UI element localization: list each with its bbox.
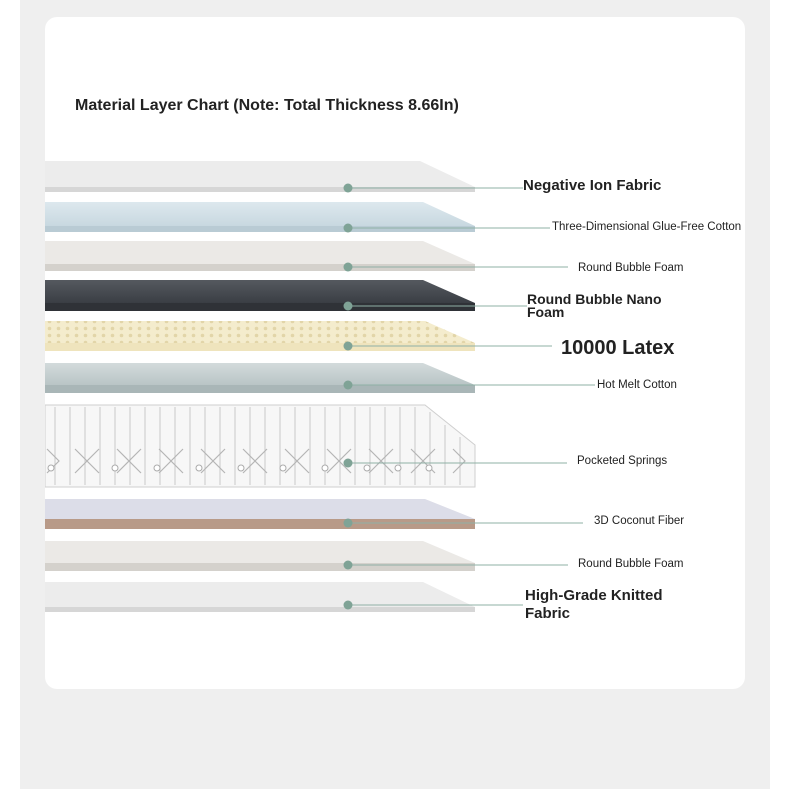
layer-label-round-bubble-foam-top: Round Bubble Foam (578, 262, 684, 274)
layer-negative-ion-fabric (45, 161, 475, 192)
layer-coconut-fiber (45, 499, 475, 529)
layer-label-3d-cotton: Three-Dimensional Glue-Free Cotton (552, 221, 742, 233)
layer-label-round-bubble-foam-bottom: Round Bubble Foam (578, 558, 684, 570)
layer-hot-melt-cotton (45, 363, 475, 393)
layer-round-bubble-foam-bottom (45, 541, 475, 571)
layer-label-latex: 10000 Latex (561, 337, 675, 359)
layer-chart-card (45, 17, 745, 689)
layer-label-coconut-fiber: 3D Coconut Fiber (594, 515, 685, 527)
layer-label-nano-foam: Round Bubble Nano Foam (527, 291, 662, 320)
layer-label-pocketed-springs: Pocketed Springs (577, 455, 668, 467)
layer-label-knitted-fabric: High-Grade Knitted Fabric (525, 587, 663, 622)
layer-label-negative-ion-fabric: Negative Ion Fabric (523, 177, 662, 194)
layer-pocketed-springs (45, 405, 475, 487)
layer-label-hot-melt-cotton: Hot Melt Cotton (597, 379, 677, 391)
chart-title: Material Layer Chart (Note: Total Thickness 8.66In) (75, 97, 459, 114)
layer-knitted-fabric (45, 582, 475, 612)
